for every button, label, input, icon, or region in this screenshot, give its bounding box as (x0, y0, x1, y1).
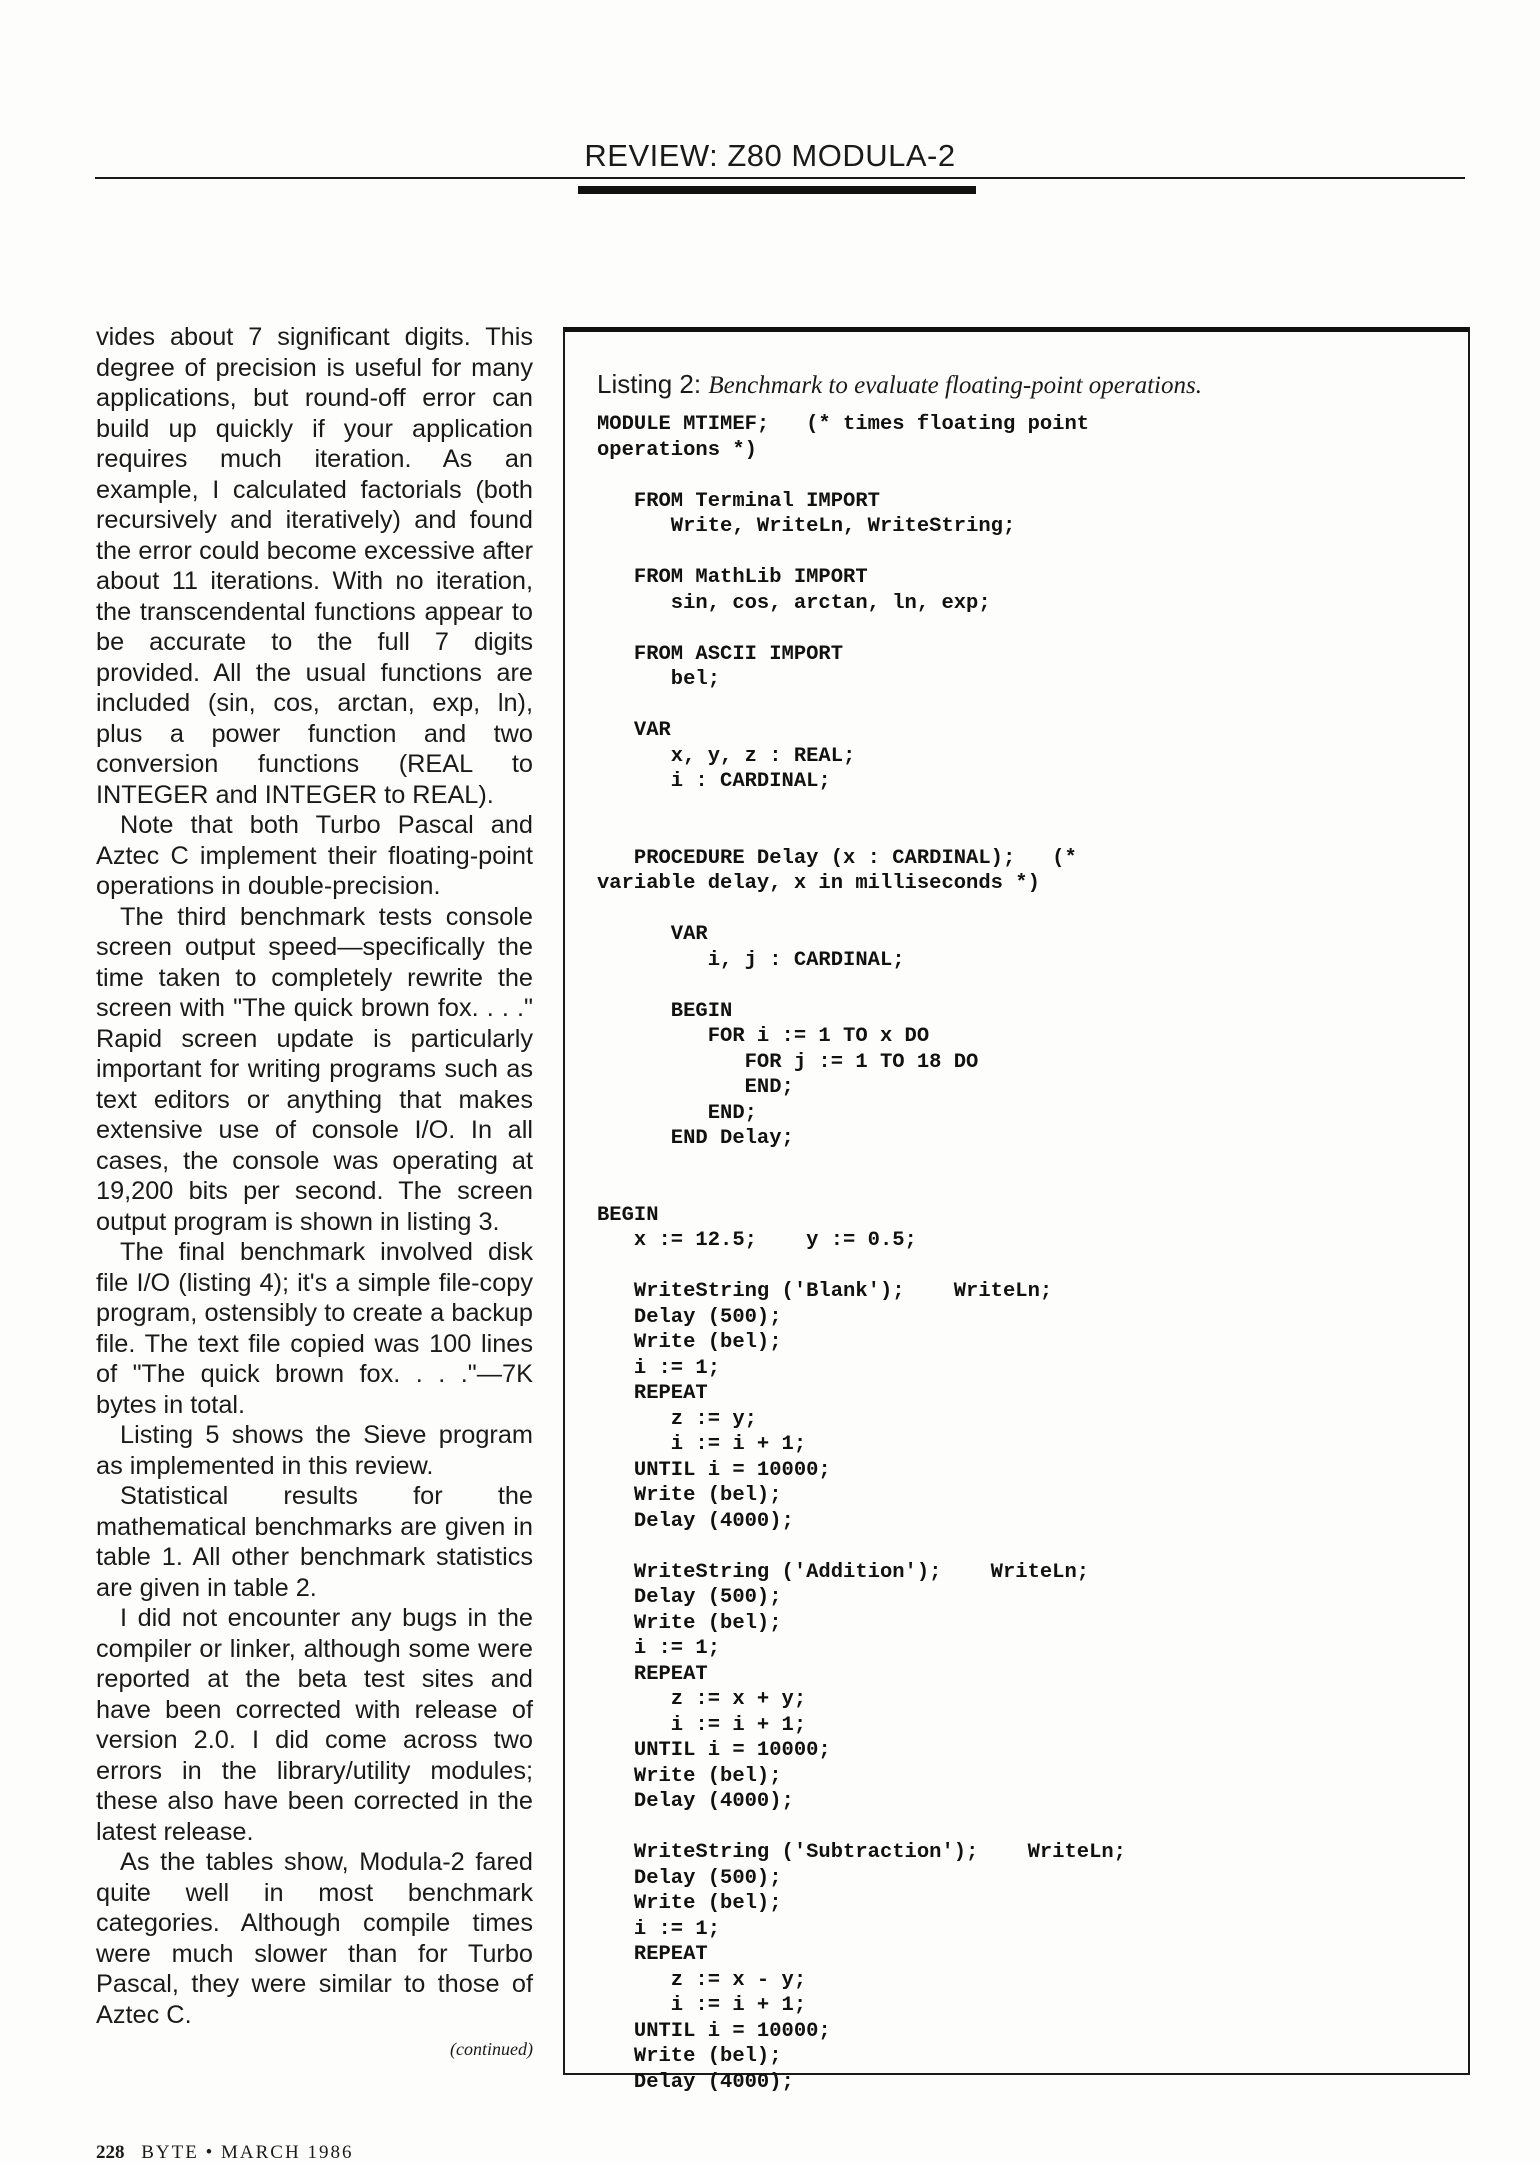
article-paragraph: Listing 5 shows the Sieve program as implemented in this review. (96, 1421, 533, 1480)
listing-box (563, 327, 1470, 2094)
listing-title (597, 369, 1202, 400)
article-paragraph: The third benchmark tests console screen output speed—specifically the time taken to completely rewrite the screen with "The quick brown fox. . . ." Rapid screen update is particularly important for writing programs such as text editors or anything that makes extensive use of console I/O. In all cases, the console was operating at 19,200 bits per second. The screen output program is shown in listing 3. (96, 902, 533, 1236)
running-head: REVIEW: Z80 MODULA-2 (584, 138, 956, 173)
header-rule (95, 177, 1465, 179)
article-paragraph: The final benchmark involved disk file I/O (listing 4); it's a simple file-copy program, ostensibly to create a backup file. The text file copied was 100 lines of "The quick brown fox. . . ."—7K bytes in total. (96, 1238, 533, 1419)
header-accent-bar (578, 186, 976, 194)
article-paragraph: As the tables show, Modula-2 fared quite well in most benchmark categories. Although compile times were much slower than for Turbo Pascal, they were similar to those of Aztec C. (96, 1848, 533, 2029)
article-paragraph: Note that both Turbo Pascal and Aztec C implement their floating-point operations in double-precision. (96, 811, 533, 900)
publication-line: BYTE • MARCH 1986 (141, 2142, 354, 2163)
article-column (96, 322, 533, 2065)
article-paragraph: I did not encounter any bugs in the compiler or linker, although some were reported at the beta test sites and have been corrected with release of version 2.0. I did come across two errors in the library/utility modules; these also have been corrected in the latest release. (96, 1604, 533, 1846)
listing-code: MODULE MTIMEF; (* times floating point operations *) FROM Terminal IMPORT Write, WriteLn, WriteString; FROM MathLib IMPORT sin, cos, arctan, ln, exp; FROM ASCII IMPORT bel; VAR x, y, z : REAL; i : CARDINAL; PROCEDURE Delay (x : CARDINAL); (* variable delay, x in milliseconds *) VAR i, j : CARDINAL; BEGIN FOR i := 1 TO x DO FOR j := 1 TO 18 DO END; END; END Delay; BEGIN x := 12.5; y := 0.5; WriteString ('Blank'); WriteLn; Delay (500); Write (bel); i := 1; REPEAT z := y; i := i + 1; UNTIL i = 10000; Write (bel); Delay (4000); WriteString ('Addition'); WriteLn; Delay (500); Write (bel); i := 1; REPEAT z := x + y; i := i + 1; UNTIL i = 10000; Write (bel); Delay (4000); WriteString ('Subtraction'); WriteLn; Delay (500); Write (bel); i := 1; REPEAT z := x - y; i := i + 1; UNTIL i = 10000; Write (bel); Delay (4000); (597, 413, 1126, 2094)
article-paragraph: Statistical results for the mathematical benchmarks are given in table 1. All other benchmark statistics are given in table 2. (96, 1482, 533, 1602)
listing-label: Listing 2: (597, 369, 702, 399)
article-paragraph: vides about 7 significant digits. This degree of precision is useful for many applications, but round-off error can build up quickly if your application requires much iteration. As an example, I calculated factorials (both recursively and iteratively) and found the error could become excessive after about 11 iterations. With no iteration, the transcendental functions appear to be accurate to the full 7 digits provided. All the usual functions are included (sin, cos, arctan, exp, ln), plus a power function and two conversion functions (REAL to INTEGER and INTEGER to REAL). (96, 323, 533, 809)
continued-note: (continued) (450, 2039, 533, 2059)
listing-caption: Benchmark to evaluate floating-point operations. (708, 372, 1202, 399)
page-number: 228 (96, 2142, 125, 2163)
page-footer (96, 2142, 353, 2164)
